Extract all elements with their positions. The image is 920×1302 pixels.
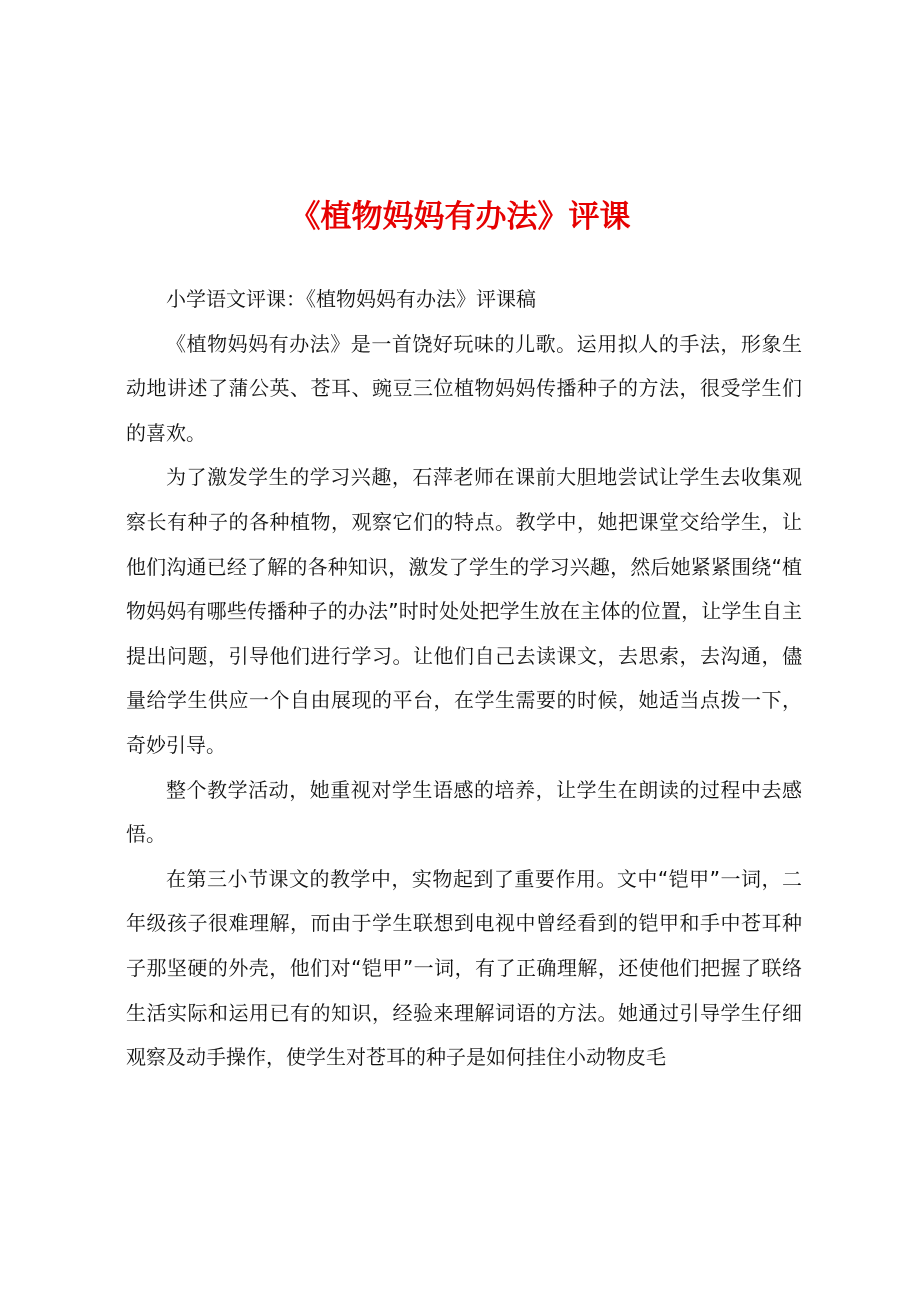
paragraph-teaching: 为了激发学生的学习兴趣，石萍老师在课前大胆地尝试让学生去收集观察长有种子的各种植物，观察它们的特点。教学中，她把课堂交给学生，让他们沟通已经了解的各种知识，激发了学生的学习兴趣，然后她紧紧围绕“植物妈妈有哪些传播种子的办法”时时处处把学生放在主体的位置，让学生自主提出问题，引导他们进行学习。让他们自己去读课文，去思索，去沟通，儘量给学生供应一个自由展现的平台，在学生需要的时候，她适当点拨一下，奇妙引导。	[126, 465, 802, 757]
paragraph-section-three: 在第三小节课文的教学中，实物起到了重要作用。文中“铠甲”一词，二年级孩子很难理解，而由于学生联想到电视中曾经看到的铠甲和手中苍耳种子那坚硬的外壳，他们对“铠甲”一词，有了正确理解，还使他们把握了联络生活实际和运用已有的知识，经验来理解词语的方法。她通过引导学生仔细观察及动手操作，使学生对苍耳的种子是如何挂住小动物皮毛	[126, 866, 802, 1070]
paragraph-reading: 整个教学活动，她重视对学生语感的培养，让学生在朗读的过程中去感悟。	[126, 777, 802, 847]
document-body	[126, 277, 802, 1080]
paragraph-intro: 《植物妈妈有办法》是一首饶好玩味的儿歌。运用拟人的手法，形象生动地讲述了蒲公英、苍耳、豌豆三位植物妈妈传播种子的方法，很受学生们的喜欢。	[126, 331, 802, 445]
paragraph-subtitle: 小学语文评课：《植物妈妈有办法》评课稿	[166, 287, 536, 311]
document-title: 《植物妈妈有办法》评课	[289, 199, 631, 235]
